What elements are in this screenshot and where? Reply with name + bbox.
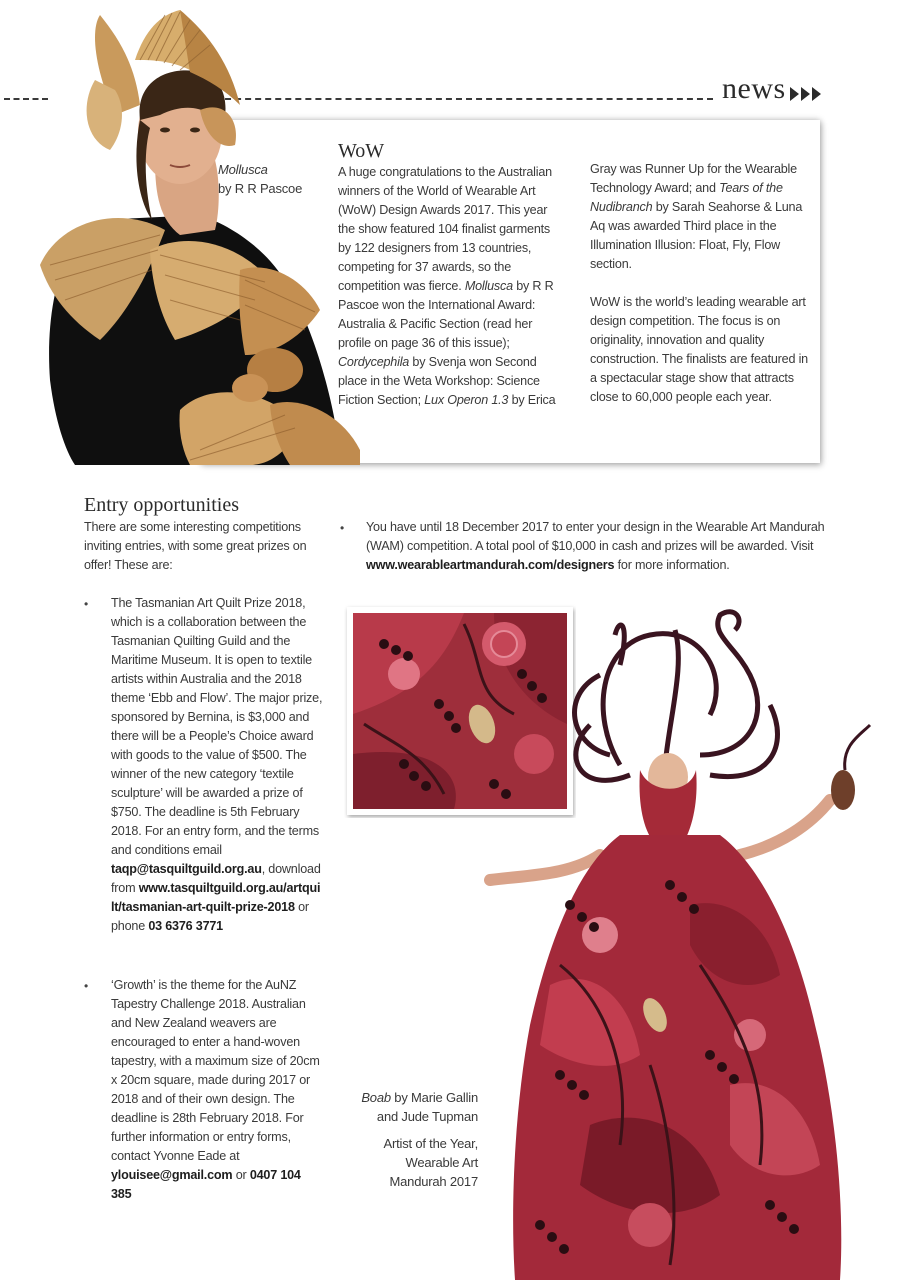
tasquilt-phone: 03 6376 3771 <box>148 919 223 933</box>
wow-column-2 <box>590 160 812 407</box>
triple-right-arrows-icon <box>790 85 824 103</box>
wow-col1-title-mollusca: Mollusca <box>464 279 513 293</box>
bullet-1-mid: , download from <box>111 862 321 895</box>
boab-wearable-art-figure <box>470 605 890 1280</box>
bullet-2-text: ‘Growth’ is the theme for the AuNZ Tapestry Challenge 2018. Australian and New Zealand weavers are encouraged to enter a hand-woven tapestry, with a maximum size of 20cm x 20cm square, made during 2017 or 2018 and of their own design. The deadline is 28th February 2018. For further information or entry forms, contact Yvonne Eade at <box>111 978 320 1163</box>
bullet-2-dot: • <box>84 979 89 993</box>
entry-title: Entry opportunities <box>84 494 239 516</box>
tasquilt-website-link[interactable]: www.tasquiltguild.org.au/artquilt/tasmanian-art-quilt-prize-2018 <box>111 881 321 914</box>
boab-caption <box>348 1088 478 1191</box>
wow-col1-text-2: by R R Pascoe won the International Award: Australia & Pacific Section (read her profile on page 36 of this issue); <box>338 279 554 350</box>
bullet-3-dot: • <box>340 521 345 535</box>
bullet-3-text: You have until 18 December 2017 to enter your design in the Wearable Art Mandurah (WAM) competition. A total pool of $10,000 in cash and prizes will be awarded. Visit <box>366 520 825 553</box>
bullet-2-or: or <box>235 1168 247 1182</box>
bullet-1-dot: • <box>84 597 89 611</box>
bullet-wearable-art-mandurah <box>366 518 836 575</box>
bullet-aunz-tapestry <box>111 976 323 1204</box>
mollusca-figure-illustration <box>40 10 360 465</box>
boab-caption-title: Boab <box>361 1090 391 1105</box>
wow-col2-text-2: by Sarah Seahorse & Luna Aq was awarded Third place in the Illumination Illusion: Float, Fly, Flow section. <box>590 200 803 271</box>
entry-intro: There are some interesting competitions inviting entries, with some great prizes on offer! These are: <box>84 520 307 572</box>
bullet-1-or: or phone <box>111 900 309 933</box>
mollusca-caption-author: by R R Pascoe <box>218 181 303 196</box>
yvonne-email-link[interactable]: ylouisee@gmail.com <box>111 1168 233 1182</box>
wow-col1-text-4: by Erica <box>511 393 556 407</box>
wow-col2-text-3: WoW is the world’s leading wearable art design competition. The focus is on originality, innovation and quality construction. The finalists are featured in a spectacular stage show that attracts close to 60,000 people each year. <box>590 295 808 404</box>
mollusca-caption <box>218 160 328 198</box>
tasquilt-email-link[interactable]: taqp@tasquiltguild.org.au <box>111 862 262 876</box>
bullet-3-end: for more information. <box>617 558 730 572</box>
wow-col1-title-cordycephila: Cordycephila <box>338 355 410 369</box>
wow-col2-title-tears: Tears of the Nudibranch <box>590 181 783 214</box>
wam-website-link[interactable]: www.wearableartmandurah.com/designers <box>366 558 615 572</box>
wow-col1-title-lux-operon: Lux Operon 1.3 <box>424 393 509 407</box>
wow-col2-text: Gray was Runner Up for the Wearable Technology Award; and <box>590 162 797 195</box>
wow-column-1 <box>338 163 560 410</box>
bullet-1-text: The Tasmanian Art Quilt Prize 2018, which is a collaboration between the Tasmanian Quilting Guild and the Maritime Museum. It is open to textile artists within Australia and the 2018 theme ‘Ebb and Flow’. The major prize, sponsored by Bernina, is $3,000 and there will be a People’s Choice award with goods to the value of $500. The winner of the new category ‘textile sculpture’ will be awarded a prize of $750. The deadline is 5th February 2018. For an entry form, and the terms and conditions email <box>111 596 323 857</box>
boab-caption-award: Artist of the Year, Wearable Art Mandurah 2017 <box>383 1136 478 1189</box>
section-label: news <box>722 72 786 105</box>
wow-col1-text: A huge congratulations to the Australian winners of the World of Wearable Art (WoW) Design Awards 2017. This year the show featured 104 finalist garments by 122 designers from 13 countries, competing for 37 awards, so the competition was fierce. <box>338 165 552 293</box>
yvonne-phone: 0407 104 385 <box>111 1168 301 1201</box>
bullet-tasmanian-art-quilt <box>111 594 323 936</box>
mollusca-caption-title: Mollusca <box>218 162 268 177</box>
wow-title: WoW <box>338 140 385 162</box>
wow-col1-text-3: by Svenja won Second place in the Weta Workshop: Science Fiction Section; <box>338 355 540 407</box>
boab-caption-authors: by Marie Gallin and Jude Tupman <box>376 1090 478 1124</box>
